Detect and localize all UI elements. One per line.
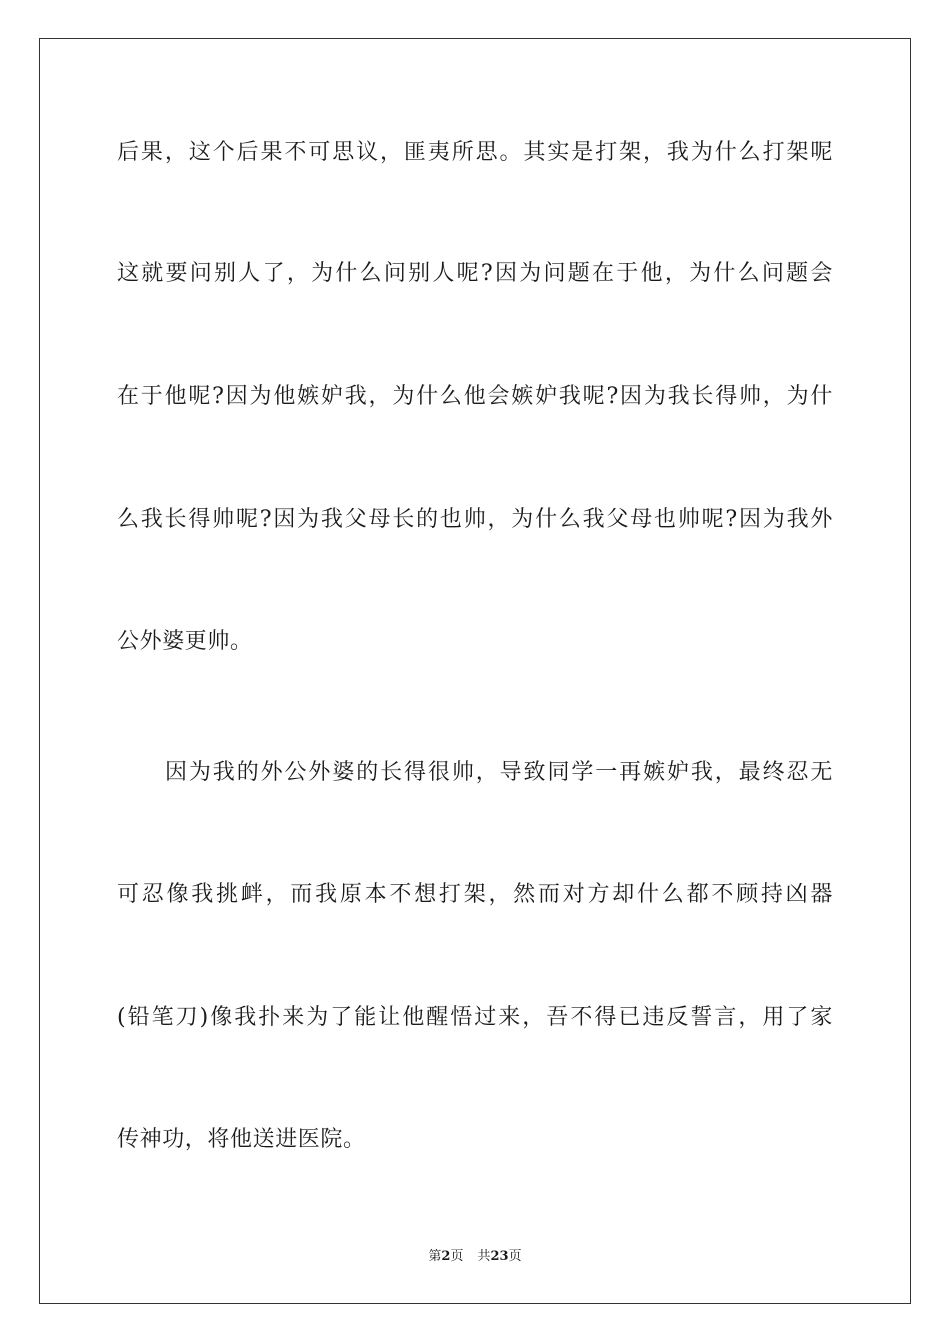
- text-line-7: 可忍像我挑衅，而我原本不想打架，然而对方却什么都不顾持凶器: [117, 882, 833, 907]
- text-line-4: 么我长得帅呢?因为我父母长的也帅，为什么我父母也帅呢?因为我外: [117, 507, 833, 532]
- text-line-3: 在于他呢?因为他嫉妒我，为什么他会嫉妒我呢?因为我长得帅，为什: [117, 384, 833, 409]
- footer-page-number: 2: [441, 1249, 451, 1264]
- footer-total-suffix: 页: [508, 1249, 522, 1264]
- footer-total-pages: 23: [490, 1249, 509, 1264]
- footer-page-prefix: 第: [428, 1249, 442, 1264]
- text-line-2: 这就要问别人了，为什么问别人呢?因为问题在于他，为什么问题会: [117, 261, 833, 286]
- text-line-5: 公外婆更帅。: [117, 629, 253, 654]
- text-line-8: (铅笔刀)像我扑来为了能让他醒悟过来，吾不得已违反誓言，用了家: [117, 1005, 833, 1030]
- text-line-1: 后果，这个后果不可思议，匪夷所思。其实是打架，我为什么打架呢: [117, 140, 833, 165]
- text-line-9: 传神功，将他送进医院。: [117, 1127, 366, 1152]
- page-footer: [0, 1248, 950, 1266]
- page-border: [39, 38, 911, 1304]
- paragraph-2-line-1: 因为我的外公外婆的长得很帅，导致同学一再嫉妒我，最终忍无: [165, 760, 833, 785]
- footer-total-prefix: 共: [477, 1249, 491, 1264]
- footer-page-suffix: 页: [450, 1249, 464, 1264]
